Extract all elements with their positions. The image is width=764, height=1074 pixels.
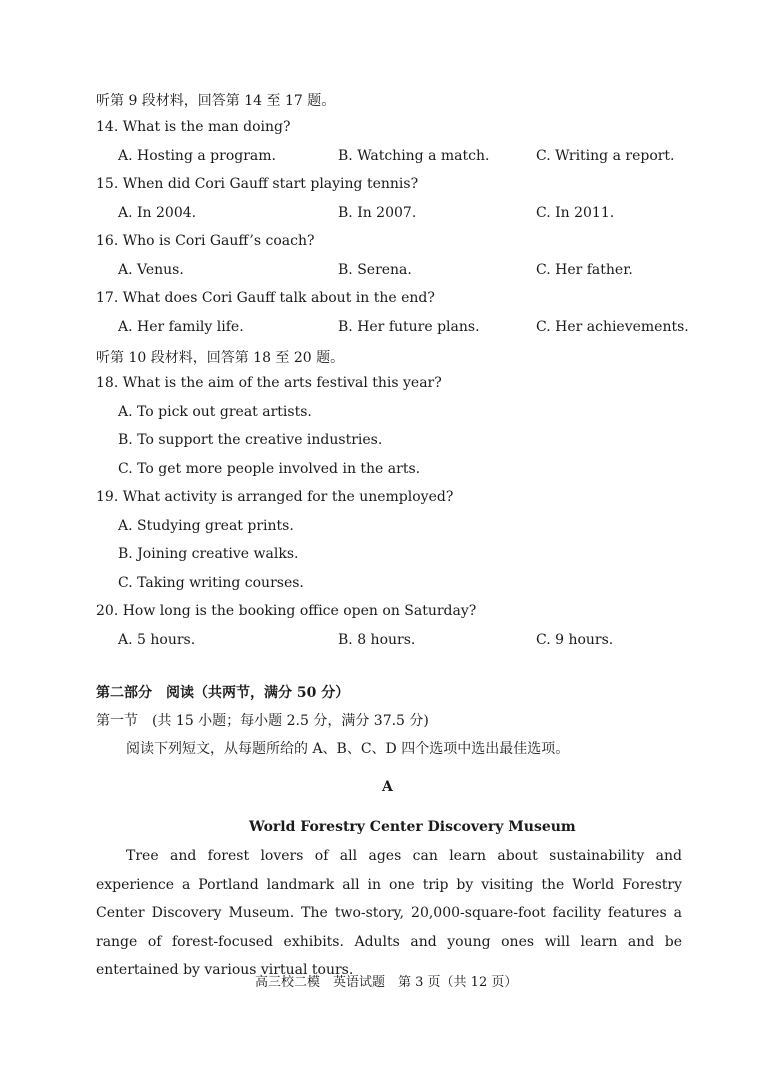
passage-label: A [382,779,393,795]
option-17c: C. Her achievements. [536,319,689,335]
question-17: 17. What does Cori Gauff talk about in the end? [96,290,435,306]
option-17b: B. Her future plans. [338,319,480,335]
option-14a: A. Hosting a program. [118,148,276,164]
section-intro-9: 听第 9 段材料，回答第 14 至 17 题。 [96,93,336,109]
question-15: 15. When did Cori Gauff start playing tennis? [96,176,419,192]
option-20b: B. 8 hours. [338,632,416,648]
option-18b: B. To support the creative industries. [118,432,383,448]
option-16a: A. Venus. [118,262,184,278]
reading-instruction: 阅读下列短文，从每题所给的 A、B、C、D 四个选项中选出最佳选项。 [126,741,570,757]
option-20a: A. 5 hours. [118,632,196,648]
option-18a: A. To pick out great artists. [118,404,312,420]
option-14c: C. Writing a report. [536,148,675,164]
section-one-title: 第一节 (共 15 小题；每小题 2.5 分，满分 37.5 分) [96,713,429,729]
option-18c: C. To get more people involved in the arts. [118,461,421,477]
question-18: 18. What is the aim of the arts festival this year? [96,375,442,391]
part-two-title: 第二部分 阅读（共两节，满分 50 分） [96,685,350,701]
question-14: 14. What is the man doing? [96,119,291,135]
option-16b: B. Serena. [338,262,412,278]
question-20: 20. How long is the booking office open on Saturday? [96,603,477,619]
option-19b: B. Joining creative walks. [118,546,299,562]
passage-paragraph: Tree and forest lovers of all ages can learn about sustainability and experience a Portland landmark all in one trip by visiting the World Forestry Center Discovery Museum. The two-story, 20,000-square-foot facility features a range of forest-focused exhibits. Adults and young ones will learn and be entertained by various virtual tours. [96,848,682,978]
section-intro-10: 听第 10 段材料，回答第 18 至 20 题。 [96,350,345,366]
passage-title: World Forestry Center Discovery Museum [249,819,576,835]
option-15b: B. In 2007. [338,205,417,221]
option-14b: B. Watching a match. [338,148,490,164]
option-16c: C. Her father. [536,262,633,278]
page-footer: 高三校二模 英语试题 第 3 页（共 12 页） [255,975,518,990]
option-15a: A. In 2004. [118,205,197,221]
option-19c: C. Taking writing courses. [118,575,304,591]
option-15c: C. In 2011. [536,205,615,221]
question-16: 16. Who is Cori Gauff’s coach? [96,233,315,249]
option-19a: A. Studying great prints. [118,518,294,534]
option-17a: A. Her family life. [118,319,244,335]
question-19: 19. What activity is arranged for the unemployed? [96,489,454,505]
option-20c: C. 9 hours. [536,632,614,648]
